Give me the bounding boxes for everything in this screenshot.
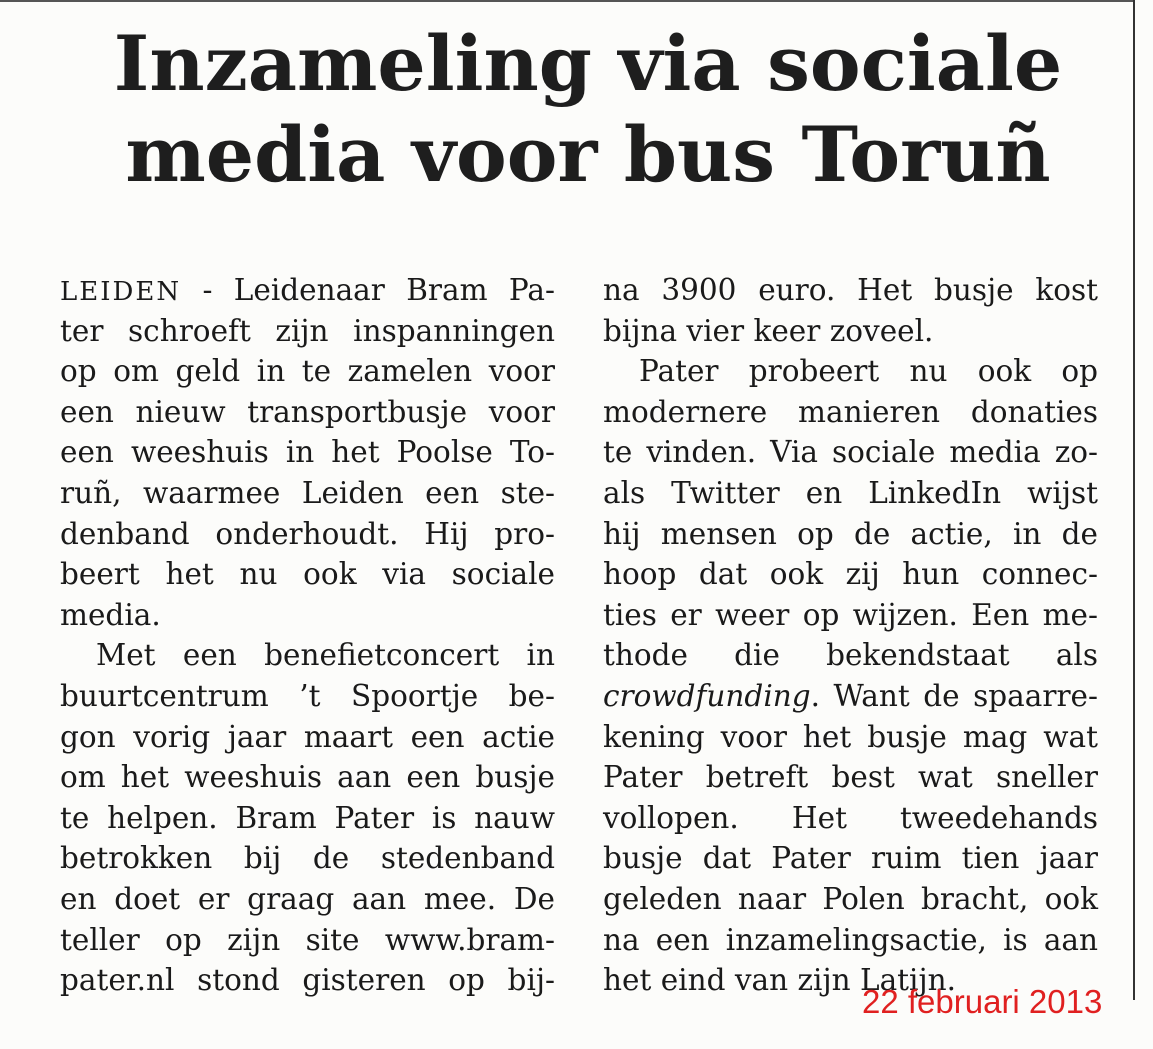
article-column-right [603,270,1098,1001]
clipping-border-right [1133,0,1135,1000]
article-text-line: denband onderhoudt. Hij pro- [60,516,555,551]
headline-line-2: media voor bus Toruñ [125,110,1051,199]
article-text-line: busje dat Pater ruim tien jaar [603,841,1098,876]
article-text-line: hij mensen op de actie, in de [603,516,1098,551]
article-text-line: en doet er graag aan mee. De [60,881,555,916]
article-text-line: gon vorig jaar maart een actie [60,719,555,754]
article-text-line: buurtcentrum ’t Spoortje be- [60,678,555,713]
article-text-line: geleden naar Polen bracht, ook [603,881,1098,916]
headline-line-1: Inzameling via sociale [113,19,1063,108]
dateline: LEIDEN [60,277,182,307]
article-text: - Leidenaar Bram Pa- [202,273,555,307]
article-text-line: als Twitter en LinkedIn wijst [603,475,1098,510]
article-text-line: beert het nu ook via sociale [60,557,555,592]
article-text-line: ruñ, waarmee Leiden een ste- [60,475,555,510]
article-text-line: thode die bekendstaat als [603,638,1098,673]
article-text-line: modernere manieren donaties [603,394,1098,429]
article-text-line: te helpen. Bram Pater is nauw [60,800,555,835]
article-text-line: ter schroeft zijn inspanningen [60,313,555,348]
clipping-border-top [0,0,1135,2]
article-text-line: teller op zijn site www.bram- [60,922,555,957]
article-column-left [60,270,555,1001]
article-text-line: na een inzamelingsactie, is aan [603,922,1098,957]
article-text-line: het eind van zijn Latijn. [603,963,956,998]
article-text-line: een weeshuis in het Poolse To- [60,435,555,470]
article-text-line: Pater probeert nu ook op [639,354,1098,389]
article-text-line: kening voor het busje mag wat [603,719,1098,754]
article-text-line: Pater betreft best wat sneller [603,760,1098,795]
date-stamp: 22 februari 2013 [862,983,1103,1020]
article-text-line: vollopen. Het tweedehands [603,800,1098,835]
article-text-line: op om geld in te zamelen voor [60,354,555,389]
article-text-line: pater.nl stond gisteren op bij- [60,963,555,998]
article-text-line: Met een benefietconcert in [96,638,555,673]
article-text-line: een nieuw transportbusje voor [60,394,555,429]
article-text-line: ties er weer op wijzen. Een me- [603,597,1098,632]
article-text-line [60,270,555,311]
article-headline [58,18,1118,200]
article-text-line: na 3900 euro. Het busje kost [603,273,1098,307]
article-text: . Want de spaarre- [810,678,1098,713]
article-text-line: te vinden. Via sociale media zo- [603,435,1098,470]
article-text-line: om het weeshuis aan een busje [60,760,555,795]
article-text-line: bijna vier keer zoveel. [603,313,934,348]
article-text-line: hoop dat ook zij hun connec- [603,557,1098,592]
article-text-line: betrokken bij de stedenband [60,841,555,876]
article-text-line [603,676,1098,717]
article-text-line: media. [60,597,161,632]
italic-term: crowdfunding [603,678,811,713]
